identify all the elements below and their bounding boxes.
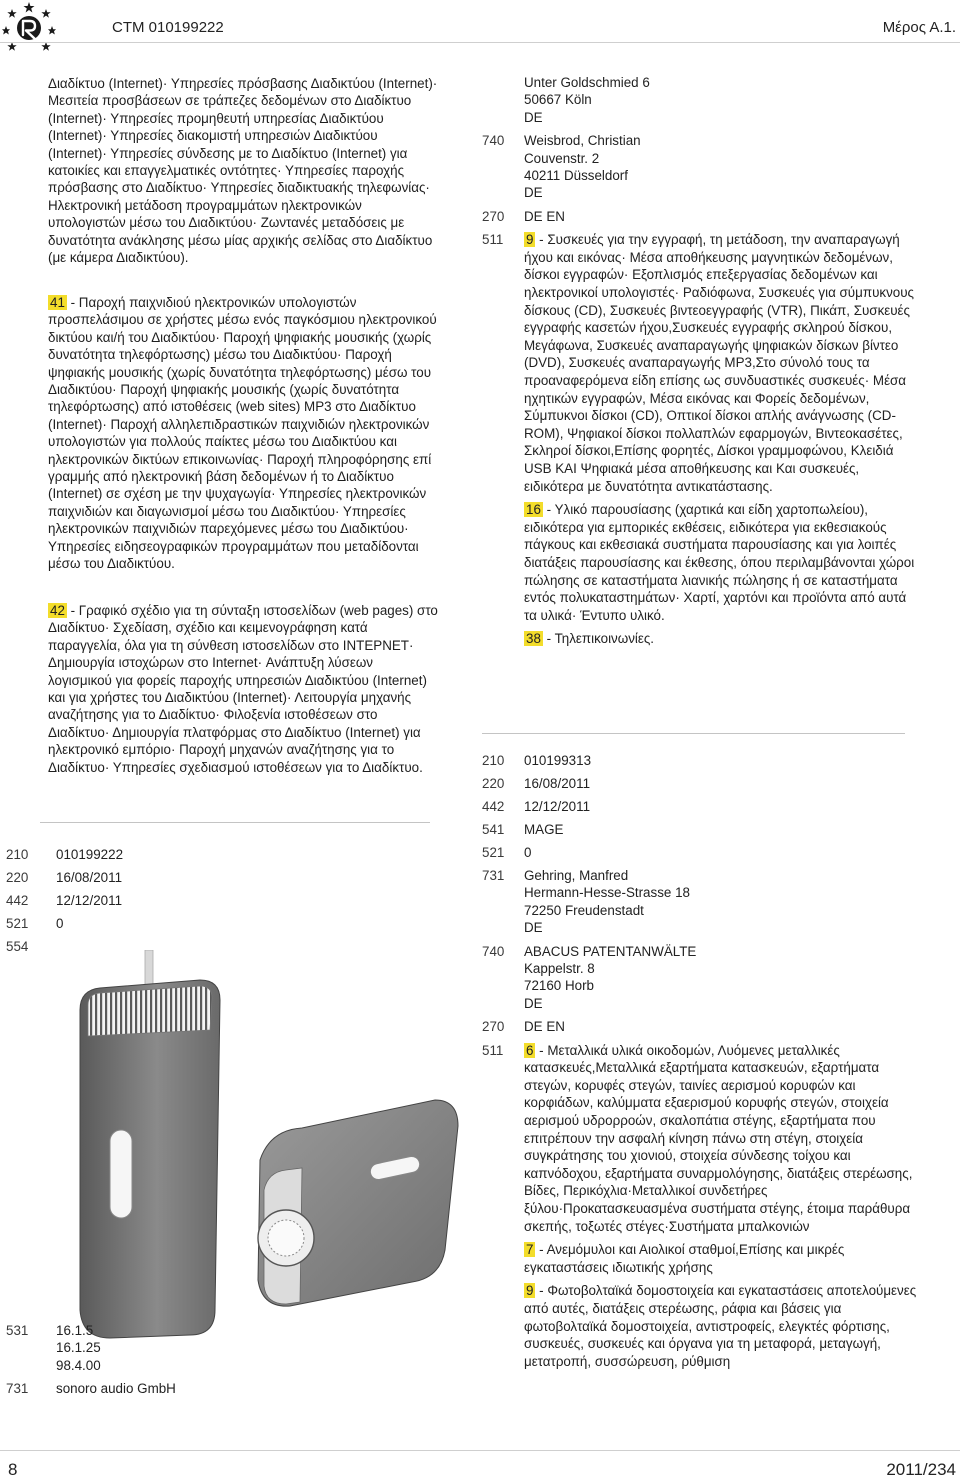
address-line: DE bbox=[524, 995, 543, 1011]
field-code: 210 bbox=[482, 753, 505, 768]
field-code: 220 bbox=[6, 870, 29, 885]
class-38-entry bbox=[524, 630, 922, 648]
left-bottom-fields bbox=[6, 1322, 426, 1403]
address-line: 72160 Horb bbox=[524, 978, 594, 994]
class-38-badge: 38 bbox=[526, 631, 541, 647]
header-divider bbox=[0, 42, 960, 43]
class-9-entry bbox=[524, 231, 922, 495]
field-value: 12/12/2011 bbox=[524, 799, 591, 814]
field-code: 554 bbox=[6, 939, 29, 954]
field-value: MAGE bbox=[524, 822, 564, 837]
right-separator bbox=[482, 733, 905, 734]
address-line: Unter Goldschmied 6 bbox=[524, 75, 650, 90]
field-code: 740 bbox=[482, 943, 505, 959]
address-line: Gehring, Manfred bbox=[524, 868, 629, 883]
address-line: 72250 Freudenstadt bbox=[524, 902, 644, 918]
class-9-badge: 9 bbox=[526, 232, 534, 248]
issue-number: 2011/234 bbox=[886, 1460, 956, 1479]
class-42-text: - Γραφικό σχέδιο για τη σύνταξη ιστοσελίδων (web pages) στο Διαδίκτυο· Σχεδίαση, σχέδιο και κειμενογράφηση κατά παραγγελία, όλα για τη σύνθεση ιστοσελίδων στο INTEPNET· Δημιουργία ιστοχώρων στο Internet· Ανάπτυξη λύσεων λογισμικού για φορείς παροχής υπηρεσιών Διαδικτύου (Internet) και για χρήστες του Διαδικτύου (Internet)· Λειτουργία μηχανής αναζήτησης για το Διαδίκτυο· Φιλοξενία ιστοθέσεων στο Διαδίκτυο· Δημιουργία πλατφόρμας στο Διαδίκτυο (Internet) για ηλεκτρονικό εμπόριο· Παροχή μηχανών αναζήτησης για το Διαδίκτυο· Υπηρεσίες σχεδιασμού ιστοθέσεων για το Διαδίκτυο. bbox=[48, 603, 438, 775]
field-row bbox=[6, 1322, 426, 1374]
field-value: DE EN bbox=[524, 208, 565, 224]
field-code: 210 bbox=[6, 847, 29, 862]
class-16-badge: 16 bbox=[526, 502, 541, 518]
class-6-text: - Μεταλλικά υλικά οικοδομών, Λυόμενες μεταλλικές κατασκευές,Μεταλλικά εξαρτήματα κατασκευών, εξαρτήματα στεγών, κορυφές στεγών, ταινίες αερισμού κορυφών και κορφιάδων, καλύμματα εξαερισμού κορυφής στεγών, στοιχεία αερισμού υδρορροών, σκαλοπάτια στέγης, εξαρτήματα που επιτρέπουν την ασφαλή κίνηση πάνω στη στέγη, στοιχεία συγκράτησης του χιονιού, στοιχεία σύνδεσης τοίχου και καπνόδοχου, εξαρτήματα συναρμολόγησης, διατάξεις στερέωσης, Βίδες, Περικόχλια·Μεταλλικοί συνδετήρες ξύλου·Προκατασκευασμένα συστήματα στέγης, έτοιμα παράθυρα σκεπής, τοξωτές στέγες·Συστήματα μπαλκονιών bbox=[524, 1042, 913, 1234]
field-code: 270 bbox=[482, 208, 505, 224]
field-row bbox=[482, 844, 922, 861]
class-42-badge: 42 bbox=[50, 603, 65, 618]
field-value: 0 bbox=[56, 916, 64, 931]
representative bbox=[482, 132, 922, 202]
class-16-text: - Υλικό παρουσίασης (χαρτικά και είδη χαρτοπωλείου), ειδικότερα για εμπορικές εκθέσεις, ειδικότερα για εκθεσιακούς πάγκους και εκθεσιακά συστήματα παρουσίασης και για λοιπές διατάξεις παρουσίασης και έκθεσης, όπου περιλαμβάνονται χώροι πώλησης σε καταστήματα λιανικής πώλησης ή σε καταστήματα εντός πολυκαταστημάτων· Χαρτί, χαρτόνι και προϊόντα από αυτά τα υλικά· Έντυπο υλικό. bbox=[524, 502, 915, 623]
field-value bbox=[56, 1322, 426, 1374]
field-code: 740 bbox=[482, 133, 505, 149]
field-row bbox=[6, 869, 426, 886]
address-line: Hermann-Hesse-Strasse 18 bbox=[524, 885, 690, 901]
owner-address bbox=[482, 74, 922, 126]
class-9-text: - Συσκευές για την εγγραφή, τη μετάδοση, την αναπαραγωγή ήχου και εικόνας· Μέσα αποθήκευσης μαγνητικών δεδομένων, δίσκοι εγγραφών· Εξοπλισμός επεξεργασίας δεδομένων και ηλεκτρονικοί υπολογιστές· Ραδιόφωνα, Συσκευές για σύμπυκνους δίσκους (CD), Συσκευές βιντεοεγγραφής (VTR), Πικάπ, Συσκευές εγγραφής κασετών ήχου,Συσκευές εγγραφής σκληρού δίσκου, Μεγάφωνα, Συσκευές αναπαραγωγής ψηφιακών δίσκων βίντεο (DVD), Συσκευές αναπαραγωγής MP3,Στο σύνολό τους τα προαναφερόμενα είδη επίσης ως συνδυαστικές συσκευές· Μέσα ηχητικών εγγραφών, Μέσα εικόνας και Φορείς δεδομένων, Σύμπυκνοι δίσκοι (CD), Οπτικοί δίσκοι απλής ανάγνωσης (CD-ROM), Ψηφιακοί δίσκοι πολλαπλών εφαρμογών, Βιντεοκασέτες, Σκληροί δίσκοι,Επίσης φορητές, Δίσκοι γραμμοφώνου, Κλειδιά USB ΚΑΙ Ψηφιακά μέσα αποθήκευσης και Και συσκευές, ειδικότερα με δυνατότητα αντικατάστασης. bbox=[524, 232, 915, 494]
field-code: 220 bbox=[482, 776, 505, 791]
languages bbox=[482, 1018, 922, 1035]
class-6-badge: 6 bbox=[526, 1042, 534, 1058]
class-38-text: - Τηλεπικοινωνίες. bbox=[542, 631, 655, 647]
right-entry-1 bbox=[482, 74, 922, 648]
left-class41-entry bbox=[48, 294, 438, 573]
address-line: ABACUS PATENTANWÄLTE bbox=[524, 943, 697, 959]
languages bbox=[482, 208, 922, 225]
owner bbox=[482, 867, 922, 937]
field-row bbox=[6, 846, 426, 863]
field-code: 511 bbox=[482, 232, 504, 248]
left-fields bbox=[6, 846, 426, 961]
field-value: 010199313 bbox=[524, 753, 592, 768]
field-row bbox=[482, 821, 922, 838]
field-value: 0 bbox=[524, 845, 532, 860]
footer-divider bbox=[0, 1450, 960, 1451]
field-row bbox=[482, 775, 922, 792]
header-code: CTM 010199222 bbox=[112, 19, 224, 36]
class-9b-badge: 9 bbox=[526, 1283, 534, 1299]
address-line: Kappelstr. 8 bbox=[524, 961, 595, 977]
left-class42-entry bbox=[48, 602, 438, 776]
vienna-code: 98.4.00 bbox=[56, 1357, 101, 1373]
field-value: 010199222 bbox=[56, 847, 124, 862]
class-6-entry bbox=[524, 1042, 922, 1236]
goods-services bbox=[482, 1042, 922, 1371]
field-value: 12/12/2011 bbox=[56, 893, 123, 908]
class-7-text: - Ανεμόμυλοι και Αιολικοί σταθμοί,Επίσης και μικρές εγκαταστάσεις ιδιωτικής χρήσης bbox=[524, 1242, 845, 1275]
field-code: 531 bbox=[6, 1323, 29, 1338]
left-continued-text: Διαδίκτυο (Internet)· Υπηρεσίες πρόσβασης Διαδικτύου (Internet)· Μεσιτεία προσβάσεων σε τράπεζες δεδομένων στο Διαδίκτυο (Internet)· Υπηρεσίες προμηθευτή υπηρεσίας Διαδικτύου (Internet)· Υπηρεσίες διακομιστή υπηρεσιών Διαδικτύου (Internet)· Υπηρεσίες σύνδεσης με το Διαδίκτυο (Internet) για κατοικίες και επαγγελματικές οντότητες· Υπηρεσίες παροχής πρόσβασης στο Διαδίκτυο· Υπηρεσίες διαδικτυακής τηλεφωνίας· Ηλεκτρονική μετάδοση προγραμμάτων ηλεκτρονικών υπολογιστών μέσω του Διαδικτύου· Ζωντανές μεταδόσεις με δυνατότητα ανάκλησης μέσω μίας αρχικής σελίδας στο Διαδίκτυο (με κάμερα Διαδικτύου). bbox=[48, 76, 438, 266]
field-row bbox=[482, 798, 922, 815]
class-41-text: - Παροχή παιχνιδιού ηλεκτρονικών υπολογιστών προσπελάσιμου σε χρήστες μέσω ενός παγκόσμιου ηλεκτρονικού δικτύου και/ή του Διαδικτύου· Παροχή ψηφιακής μουσικής (χωρίς δυνατότητα τηλεφόρτωσης) μέσω του Διαδικτύου· Παροχή ψηφιακής μουσικής (χωρίς δυνατότητα τηλεφόρτωσης) μέσω του Διαδικτύου· Παροχή ψηφιακής μουσικής (χωρίς δυνατότητα τηλεφόρτωσης) από ιστοθέσεις (web sites) MP3 στο Διαδίκτυο (Internet)· Παροχή αλληλεπιδραστικών παιχνιδιών ηλεκτρονικών υπολογιστών για πολλούς παίκτες μέσω του Διαδικτύου και ηλεκτρονικών δικτύων επικοινωνίας· Παροχή πληροφόρησης επί γραμμής από ηλεκτρονική βάση δεδομένων ή το Διαδίκτυο (Internet) σε σχέση με την ψυχαγωγία· Υπηρεσίες ηλεκτρονικών παιχνιδιών και διαγωνισμοί μέσω του Διαδικτύου· Υπηρεσίες ηλεκτρονικών παιχνιδιών παρεχόμενες μέσω του Διαδικτύου· Υπηρεσίες ειδησεογραφικών προγραμμάτων που μεταδίδονται μέσω του Διαδικτύου. bbox=[48, 295, 437, 572]
owner-name: sonoro audio GmbH bbox=[56, 1380, 176, 1396]
field-code: 270 bbox=[482, 1019, 505, 1035]
class-16-entry bbox=[524, 501, 922, 624]
right-entry-2 bbox=[482, 752, 922, 1370]
class-41-badge: 41 bbox=[50, 295, 65, 310]
field-row bbox=[6, 892, 426, 909]
address-line: DE bbox=[524, 109, 543, 125]
left-separator bbox=[40, 822, 430, 823]
class-7-badge: 7 bbox=[526, 1242, 534, 1258]
address-line: DE bbox=[524, 920, 543, 936]
field-code: 442 bbox=[482, 799, 505, 814]
representative bbox=[482, 943, 922, 1013]
address-line: Weisbrod, Christian bbox=[524, 133, 641, 149]
field-code: 521 bbox=[6, 916, 29, 931]
address-line: Couvenstr. 2 bbox=[524, 150, 600, 166]
goods-services bbox=[482, 231, 922, 648]
address-line: DE bbox=[524, 185, 543, 201]
field-row bbox=[482, 752, 922, 769]
field-code: 511 bbox=[482, 1042, 504, 1058]
eu-office-logo bbox=[2, 0, 56, 54]
trademark-image bbox=[40, 950, 460, 1350]
field-code: 442 bbox=[6, 893, 29, 908]
field-value: DE EN bbox=[524, 1019, 565, 1035]
class-7-entry bbox=[524, 1241, 922, 1276]
address-line: 40211 Düsseldorf bbox=[524, 168, 628, 184]
field-value: 16/08/2011 bbox=[56, 870, 123, 885]
field-code: 521 bbox=[482, 845, 505, 860]
page-number: 8 bbox=[8, 1460, 18, 1479]
field-row bbox=[6, 915, 426, 932]
field-value: 16/08/2011 bbox=[524, 776, 591, 791]
address-line: 50667 Köln bbox=[524, 92, 592, 108]
field-code: 731 bbox=[6, 1380, 29, 1396]
field-code: 731 bbox=[482, 868, 505, 883]
class-9b-entry bbox=[524, 1282, 922, 1370]
vienna-code: 16.1.5 bbox=[56, 1323, 94, 1338]
header-part: Μέρος Α.1. bbox=[882, 19, 956, 36]
field-code: 541 bbox=[482, 822, 505, 837]
field-row bbox=[6, 1380, 426, 1397]
vienna-code: 16.1.25 bbox=[56, 1340, 101, 1356]
class-9b-text: - Φωτοβολταϊκά δομοστοιχεία και εγκαταστάσεις αποτελούμενες από αυτές, διατάξεις στερέωσης, ράφια και βάσεις για φωτοβολταϊκά δομοστοιχεία, αντιστροφείς, ελεγκτές φόρτισης, συσκευές, συσκευές και όργανα για τη μεταφορά, μεταγωγή, μετατροπή, συσσώρευση, ρύθμιση bbox=[524, 1283, 917, 1369]
